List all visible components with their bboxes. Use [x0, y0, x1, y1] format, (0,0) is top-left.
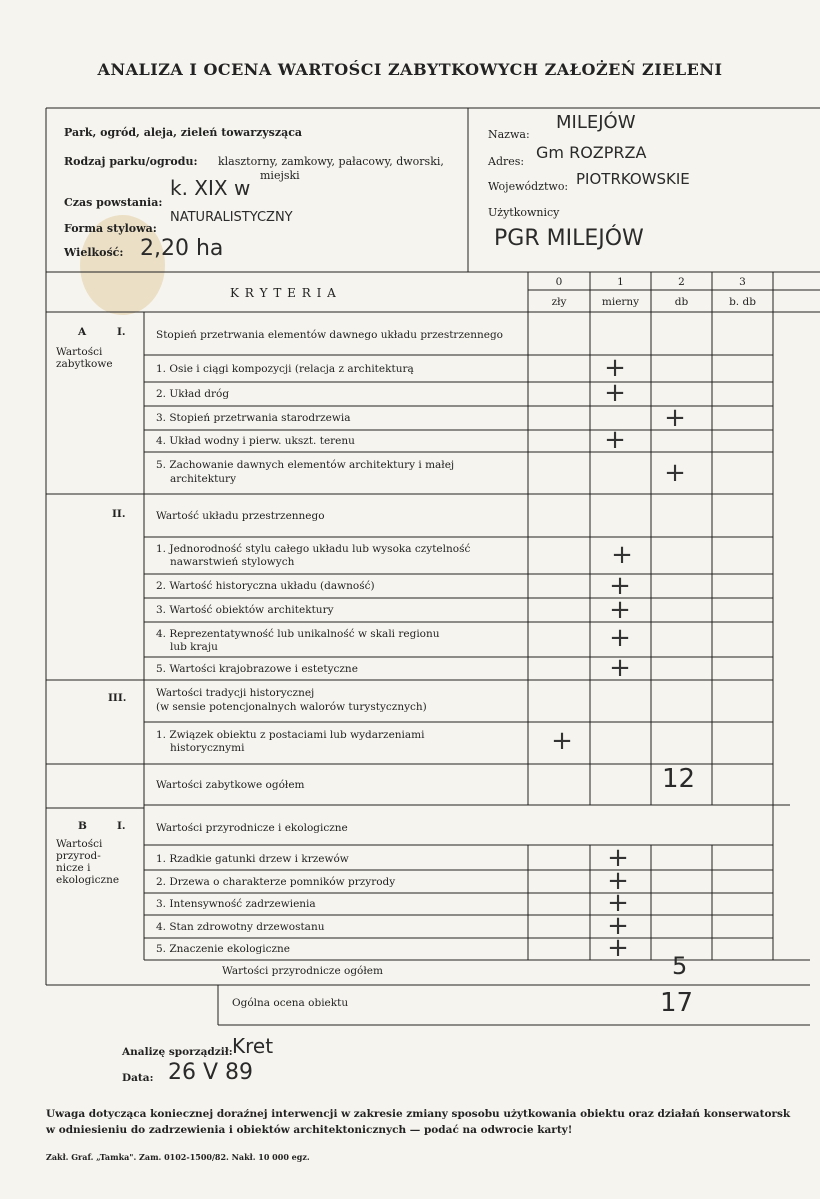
mark-b1-3: +: [607, 888, 629, 918]
mark-a1-1: +: [604, 353, 626, 383]
mark-b1-5: +: [607, 933, 629, 963]
kryteria-header: K R Y T E R I A: [230, 286, 337, 300]
mark-a2-1: +: [611, 540, 633, 570]
score-0: 0: [555, 276, 563, 288]
a1-row-3: 3. Stopień przetrwania starodrzewia: [156, 412, 351, 424]
mark-b1-4: +: [607, 911, 629, 941]
mark-a1-2: +: [604, 378, 626, 408]
b1-row-5: 5. Znaczenie ekologiczne: [156, 943, 291, 955]
section-a-name: Wartości zabytkowe: [56, 346, 113, 370]
a1-row-1: 1. Osie i ciągi kompozycji (relacja z architekturą: [156, 363, 414, 375]
author-value: Kret: [232, 1034, 274, 1058]
a2-row-3: 3. Wartość obiektów architektury: [156, 604, 334, 616]
mark-a3-1: +: [551, 726, 573, 756]
grade-0: zły: [551, 296, 567, 308]
a3-row-1b: historycznymi: [170, 742, 245, 754]
b1-row-4: 4. Stan zdrowotny drzewostanu: [156, 921, 325, 933]
b1-heading: Wartości przyrodnicze i ekologiczne: [156, 822, 348, 834]
woj-value: PIOTRKOWSKIE: [576, 170, 690, 188]
overall-value: 17: [660, 988, 694, 1018]
a3-row-1a: 1. Związek obiektu z postaciami lub wydarzeniami: [156, 729, 425, 741]
a2-row-1b: nawarstwień stylowych: [170, 556, 295, 568]
section-b-name: Wartości przyrod-nicze i ekologiczne: [56, 838, 120, 886]
b-total-value: 5: [672, 952, 688, 980]
overall-label: Ogólna ocena obiektu: [232, 997, 349, 1009]
mark-a2-4: +: [609, 623, 631, 653]
grade-3: b. db: [729, 296, 756, 308]
mark-a2-5: +: [609, 653, 631, 683]
mark-b1-2: +: [607, 866, 629, 896]
date-value: 26 V 89: [168, 1060, 254, 1085]
a1-row-5a: 5. Zachowanie dawnych elementów architektury i małej: [156, 459, 455, 471]
section-b-i: I.: [117, 820, 126, 832]
score-2: 2: [678, 276, 685, 288]
rodzaj-label: Rodzaj parku/ogrodu:: [64, 155, 198, 168]
b-total-label: Wartości przyrodnicze ogółem: [222, 965, 383, 977]
a2-row-5: 5. Wartości krajobrazowe i estetyczne: [156, 663, 358, 675]
uzytkownicy-label: Użytkownicy: [488, 206, 560, 219]
forma-label: Forma stylowa:: [64, 222, 157, 235]
printer-info: Zakł. Graf. „Tamka". Zam. 0102-1500/82. Nakł. 10 000 egz.: [46, 1152, 310, 1162]
grade-2: db: [674, 296, 689, 308]
nazwa-label: Nazwa:: [488, 128, 530, 141]
nazwa-value: MILEJÓW: [556, 112, 636, 133]
uzytkownicy-value: PGR MILEJÓW: [494, 226, 644, 251]
rodzaj-options-2: miejski: [260, 169, 300, 182]
forma-value: NATURALISTYCZNY: [170, 210, 293, 225]
date-label: Data:: [122, 1072, 154, 1084]
a1-row-5b: architektury: [170, 473, 237, 485]
a1-row-4: 4. Układ wodny i pierw. ukszt. terenu: [156, 435, 355, 447]
rodzaj-options: klasztorny, zamkowy, pałacowy, dworski,: [218, 155, 444, 168]
a-total-value: 12: [662, 764, 696, 794]
score-3: 3: [739, 276, 746, 288]
adres-label: Adres:: [488, 155, 525, 168]
wielkosc-value: 2,20 ha: [140, 236, 224, 261]
b1-row-3: 3. Intensywność zadrzewienia: [156, 898, 316, 910]
park-label: Park, ogród, aleja, zieleń towarzysząca: [64, 126, 303, 139]
mark-a1-5: +: [664, 458, 686, 488]
a2-row-4a: 4. Reprezentatywność lub unikalność w skali regionu: [156, 628, 440, 640]
mark-a2-3: +: [609, 595, 631, 625]
woj-label: Województwo:: [488, 180, 569, 193]
czas-label: Czas powstania:: [64, 196, 163, 209]
a3-heading-a: Wartości tradycji historycznej: [156, 687, 315, 699]
a2-row-2: 2. Wartość historyczna układu (dawność): [156, 580, 375, 592]
a2-heading: Wartość układu przestrzennego: [156, 510, 325, 522]
mark-a2-2: +: [609, 571, 631, 601]
grade-1: mierny: [601, 296, 640, 308]
a2-row-4b: lub kraju: [170, 641, 218, 653]
a1-row-2: 2. Układ dróg: [156, 388, 230, 400]
czas-value: k. XIX w: [170, 176, 251, 200]
a1-heading: Stopień przetrwania elementów dawnego układu przestrzennego: [156, 329, 503, 341]
adres-value: Gm ROZPRZA: [536, 143, 647, 162]
form-title: ANALIZA I OCENA WARTOŚCI ZABYTKOWYCH ZAŁOŻEŃ ZIELENI: [97, 60, 723, 79]
score-1: 1: [617, 276, 624, 288]
section-b-letter: B: [78, 820, 87, 832]
section-a-iii: III.: [108, 692, 127, 704]
note-line-2: w odniesieniu do zadrzewienia i obiektów architektonicznych — podać na odwrocie karty!: [46, 1124, 573, 1136]
b1-row-1: 1. Rzadkie gatunki drzew i krzewów: [156, 853, 349, 865]
a-total-label: Wartości zabytkowe ogółem: [156, 779, 305, 791]
wielkosc-label: Wielkość:: [64, 246, 124, 259]
section-a-i: I.: [117, 326, 126, 338]
section-a-letter: A: [78, 326, 87, 338]
a3-heading-b: (w sensie potencjonalnych walorów turystycznych): [156, 701, 427, 713]
note-line-1: Uwaga dotycząca koniecznej doraźnej interwencji w zakresie zmiany sposobu użytkowania obiektu oraz działań konserwatorsk: [46, 1108, 791, 1120]
mark-b1-1: +: [607, 843, 629, 873]
mark-a1-4: +: [604, 425, 626, 455]
author-label: Analizę sporządził:: [122, 1046, 233, 1058]
mark-a1-3: +: [664, 403, 686, 433]
a2-row-1a: 1. Jednorodność stylu całego układu lub wysoka czytelność: [156, 543, 471, 555]
b1-row-2: 2. Drzewa o charakterze pomników przyrody: [156, 876, 396, 888]
section-a-ii: II.: [112, 508, 126, 520]
